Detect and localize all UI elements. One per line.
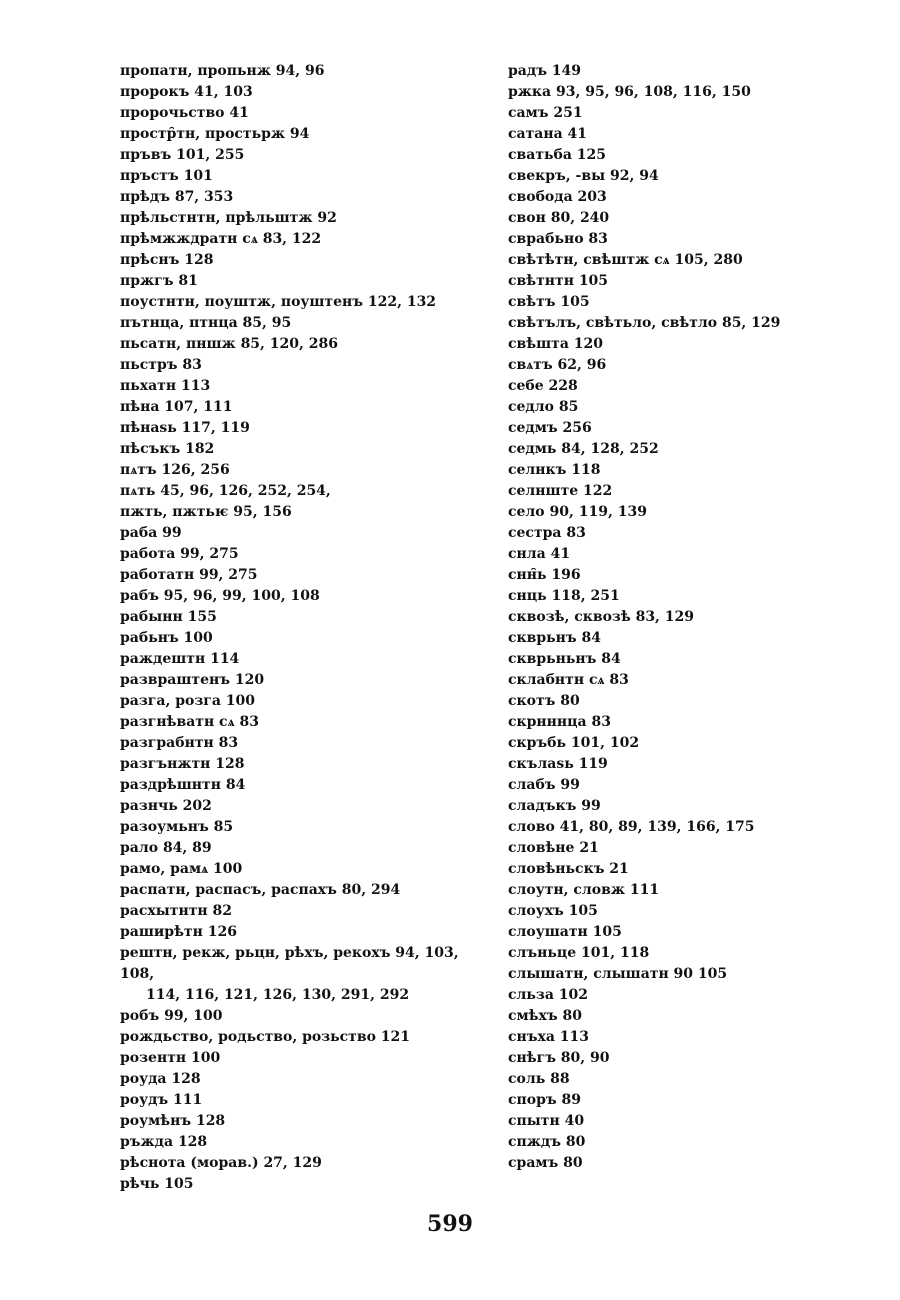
index-entry: слоушатн 105 [508,924,622,940]
index-entry: скълаѕь 119 [508,756,608,772]
index-entry: пржгъ 81 [120,273,198,289]
index-entry: скрнннца 83 [508,714,611,730]
index-entry: разгънжтн 128 [120,756,245,772]
index-entry: соль 88 [508,1071,570,1087]
index-entry: розентн 100 [120,1050,221,1066]
index-entry: радъ 149 [508,63,582,79]
index-entry: пророчьство 41 [120,105,249,121]
index-entry: пьхатн 113 [120,378,211,394]
index-entry: роумѣнъ 128 [120,1113,226,1129]
index-entry: расхытнтн 82 [120,903,232,919]
index-entry: снла 41 [508,546,571,562]
index-entry: спытн 40 [508,1113,585,1129]
index-entry: скврьнъ 84 [508,630,601,646]
index-entry: снъха 113 [508,1029,590,1045]
index-entry: слово 41, 80, 89, 139, 166, 175 [508,819,755,835]
index-entry: пьсатн, пншж 85, 120, 286 [120,336,338,352]
index-entry: слоухъ 105 [508,903,598,919]
index-entry: прѣснъ 128 [120,252,214,268]
index-entry: пьстръ 83 [120,357,202,373]
index-entry: робъ 99, 100 [120,1008,223,1024]
index-entry: пропатн, пропьнж 94, 96 [120,63,325,79]
index-entry: слъньце 101, 118 [508,945,650,961]
index-entry: свѣтнтн 105 [508,273,609,289]
index-entry: пръстъ 101 [120,168,213,184]
index-entry: пророкъ 41, 103 [120,84,253,100]
index-column-right [508,61,888,1174]
index-entry: село 90, 119, 139 [508,504,647,520]
index-column-left [120,61,490,1195]
index-entry: развраштенъ 120 [120,672,265,688]
index-entry: пѧть 45, 96, 126, 252, 254, [120,483,331,499]
index-entry: свекръ, -вы 92, 94 [508,168,659,184]
index-entry: седмь 84, 128, 252 [508,441,659,457]
index-entry: раждештн 114 [120,651,240,667]
index-entry: работатн 99, 275 [120,567,258,583]
index-entry: прѣмжждратн сѧ 83, 122 [120,231,322,247]
index-entry: свѣшта 120 [508,336,603,352]
index-entry: свѣтѣтн, свѣштж сѧ 105, 280 [508,252,743,268]
index-entry: разнчь 202 [120,798,212,814]
index-entry: разгнѣватн сѧ 83 [120,714,259,730]
index-entry: рѣчь 105 [120,1176,194,1192]
index-entry: свѣтълъ, свѣтьло, свѣтло 85, 129 [508,315,781,331]
index-entry: сльза 102 [508,987,589,1003]
index-entry: себе 228 [508,378,578,394]
index-entry: сврабьно 83 [508,231,608,247]
index-entry: скръбь 101, 102 [508,735,640,751]
index-entry: раздрѣшнтн 84 [120,777,246,793]
index-entry: разграбнтн 83 [120,735,239,751]
index-entry: пръвъ 101, 255 [120,147,245,163]
index-entry: прѣдъ 87, 353 [120,189,234,205]
index-entry: спждъ 80 [508,1134,586,1150]
index-entry: селнкъ 118 [508,462,601,478]
index-entry: роудъ 111 [120,1092,203,1108]
index-entry: срамъ 80 [508,1155,583,1171]
page-number: 599 [427,1211,473,1237]
index-entry: рабынн 155 [120,609,217,625]
index-entry: сатана 41 [508,126,588,142]
index-entry: смѣхъ 80 [508,1008,582,1024]
index-entry: распатн, распасъ, распахъ 80, 294 [120,882,401,898]
index-entry-continuation: 114, 116, 121, 126, 130, 291, 292 [146,987,410,1003]
index-entry: ръжда 128 [120,1134,208,1150]
index-entry: свѧтъ 62, 96 [508,357,607,373]
index-entry: словѣне 21 [508,840,599,856]
index-entry: споръ 89 [508,1092,581,1108]
index-entry: рѣснота (морав.) 27, 129 [120,1155,322,1171]
index-entry: пѣнаѕь 117, 119 [120,420,250,436]
index-entry: скотъ 80 [508,693,580,709]
index-entry: снѣгъ 80, 90 [508,1050,610,1066]
index-entry: селнште 122 [508,483,613,499]
index-entry: разоумьнъ 85 [120,819,234,835]
index-entry: рождьство, родьство, розьство 121 [120,1029,411,1045]
index-entry: свѣтъ 105 [508,294,590,310]
index-entry: рабъ 95, 96, 99, 100, 108 [120,588,320,604]
index-entry: пътнца, птнца 85, 95 [120,315,292,331]
index-entry: сестра 83 [508,525,586,541]
index-entry: рабьнъ 100 [120,630,213,646]
index-entry: свобода 203 [508,189,607,205]
index-entry: работа 99, 275 [120,546,239,562]
index-entry: сладъкъ 99 [508,798,601,814]
index-entry: седмъ 256 [508,420,592,436]
index-entry: пѣна 107, 111 [120,399,233,415]
index-entry: свон 80, 240 [508,210,610,226]
index-entry: самъ 251 [508,105,583,121]
index-entry: скврьньнъ 84 [508,651,621,667]
index-entry: разга, розга 100 [120,693,256,709]
index-entry: слышатн, слышатн 90 105 [508,966,728,982]
index-entry: роуда 128 [120,1071,201,1087]
index-entry-wrapped [120,943,490,1006]
index-entry: слабъ 99 [508,777,580,793]
index-entry: пжть, пжтьѥ 95, 156 [120,504,292,520]
index-entry: раба 99 [120,525,182,541]
index-entry: словѣньскъ 21 [508,861,629,877]
index-entry: пѧтъ 126, 256 [120,462,230,478]
index-entry: простр̑тн, простьрж 94 [120,126,310,142]
index-entry-line: рештн, рекж, рьцн, рѣхъ, рекохъ 94, 103, 108, [120,945,459,982]
index-entry: седло 85 [508,399,579,415]
index-entry: слоутн, словж 111 [508,882,660,898]
index-entry: сватьба 125 [508,147,607,163]
index-entry: рамо, рамѧ 100 [120,861,243,877]
index-entry: ржка 93, 95, 96, 108, 116, 150 [508,84,751,100]
index-entry: снн̑ь 196 [508,567,581,583]
index-entry: снць 118, 251 [508,588,620,604]
index-entry: сквозѣ, сквозѣ 83, 129 [508,609,695,625]
index-entry: рало 84, 89 [120,840,212,856]
index-entry: поустнтн, поуштж, поуштенъ 122, 132 [120,294,437,310]
index-entry: раширѣтн 126 [120,924,237,940]
index-entry: пѣсъкъ 182 [120,441,215,457]
index-entry: прѣльстнтн, прѣльштж 92 [120,210,337,226]
index-entry: склабнтн сѧ 83 [508,672,629,688]
